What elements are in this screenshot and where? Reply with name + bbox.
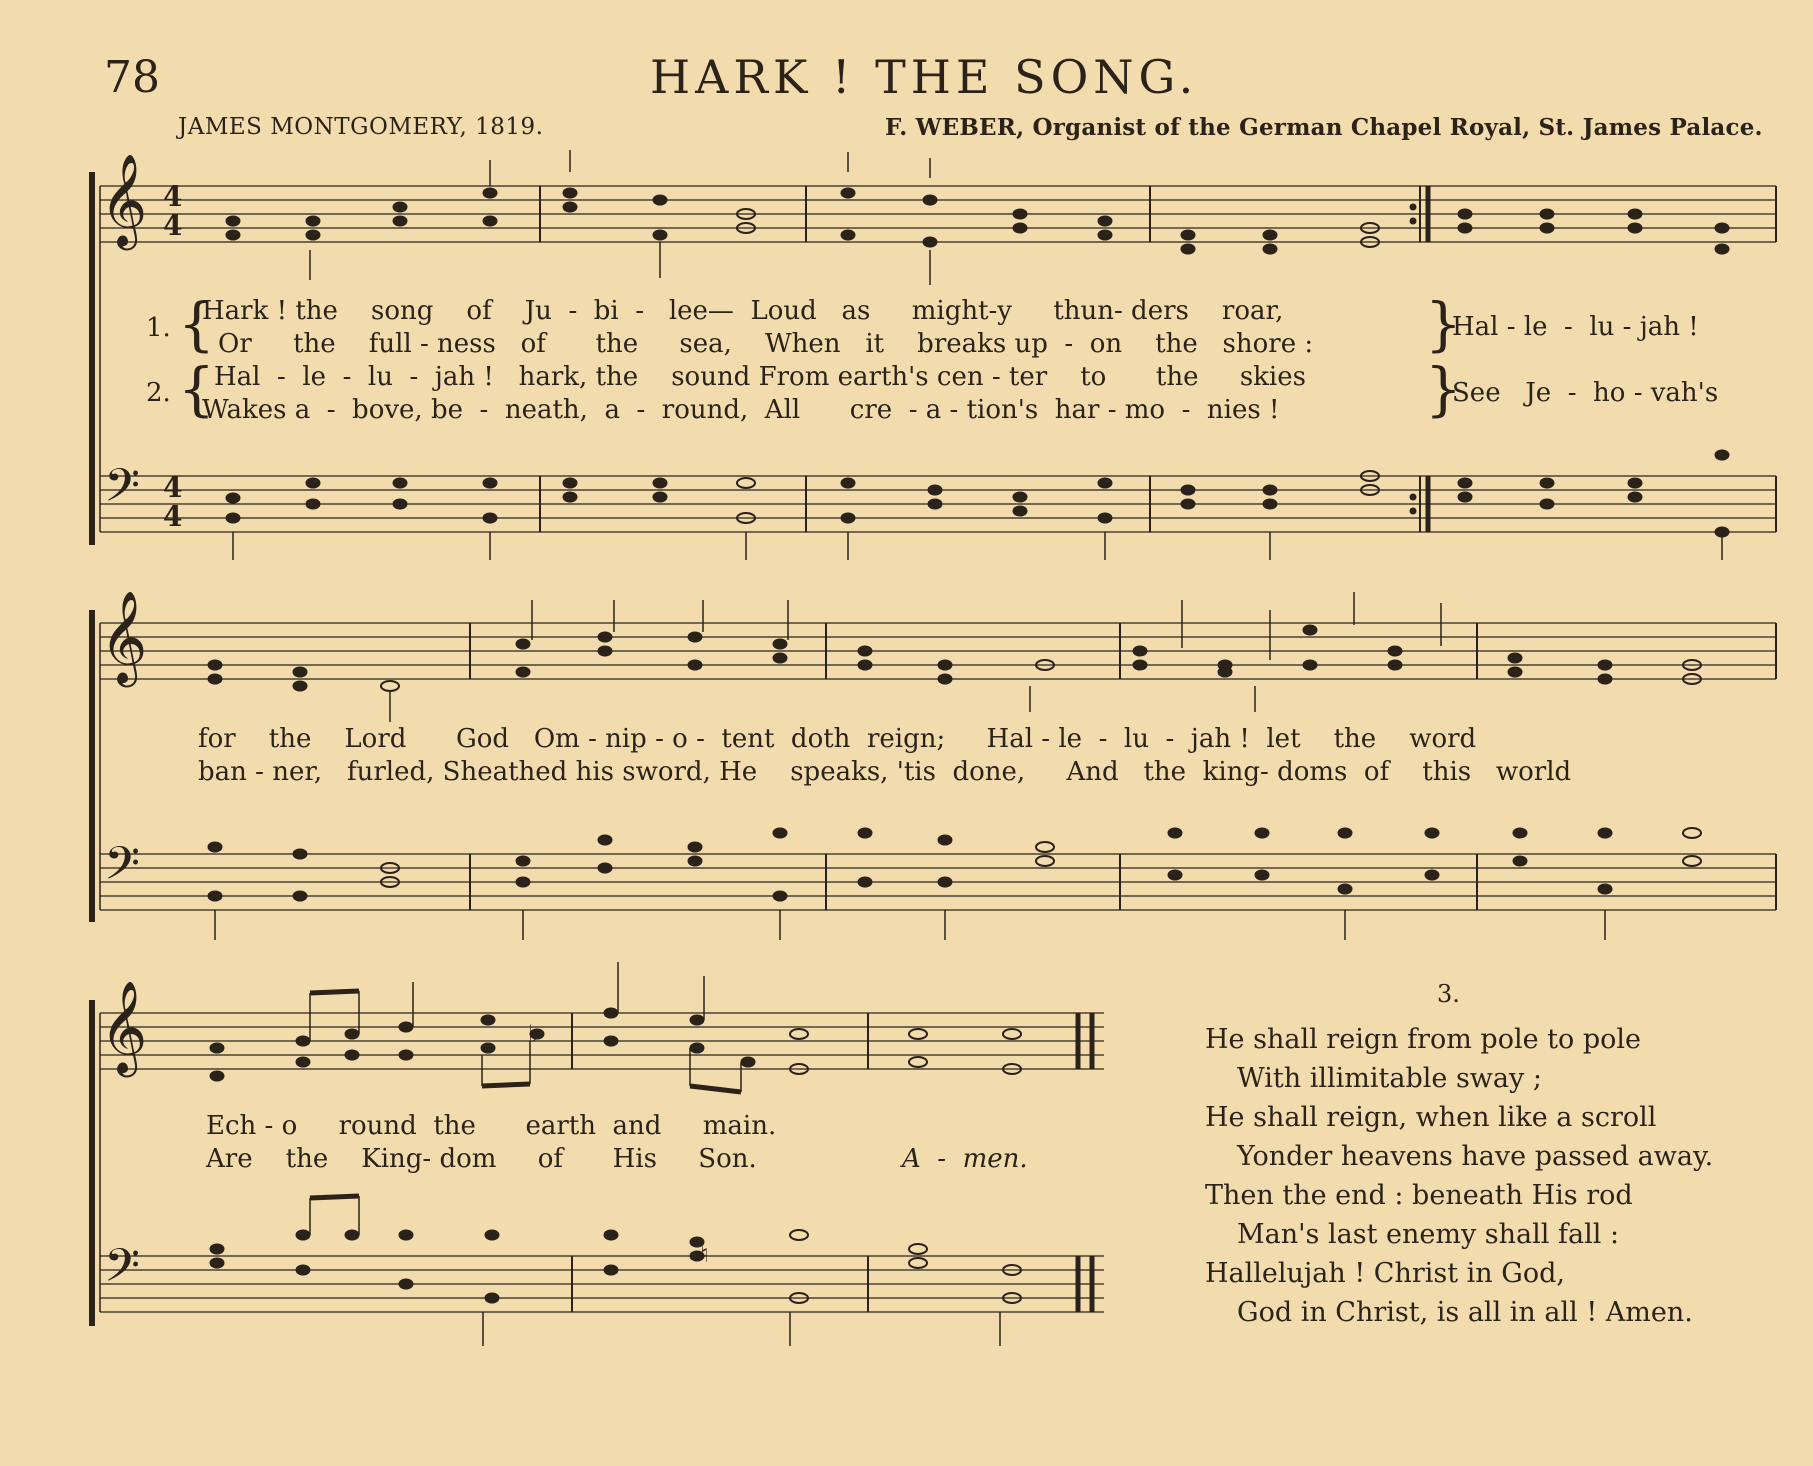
verse-3-number: 3. — [1437, 980, 1460, 1008]
verse-3-line: Yonder heavens have passed away. — [1237, 1141, 1714, 1172]
author-credit: JAMES MONTGOMERY, 1819. — [178, 114, 544, 140]
system-2-lyric-line-2: ban - ner, furled, Sheathed his sword, He speaks, 'tis done, And the king- doms of this world — [198, 757, 1572, 787]
refrain-brace-2: } — [1425, 355, 1462, 423]
verse-3-line: God in Christ, is all in all ! Amen. — [1237, 1297, 1693, 1328]
page-number: 78 — [104, 52, 160, 103]
system-3-bass-clef: 𝄢 — [104, 1239, 141, 1304]
system-3-lyric-line-1: Ech - o round the earth and main. — [206, 1111, 777, 1141]
verse-3-line: Then the end : beneath His rod — [1205, 1180, 1633, 1211]
verse-3-line: He shall reign, when like a scroll — [1205, 1102, 1657, 1133]
amen-lyric: A - men. — [902, 1144, 1028, 1174]
verse-3-line: Man's last enemy shall fall : — [1237, 1219, 1620, 1250]
system-3-bass-staff — [100, 1256, 1104, 1312]
system-2-treble-staff — [100, 623, 1776, 679]
system-1-treble-staff — [100, 186, 1776, 242]
verse-3-line: He shall reign from pole to pole — [1205, 1024, 1641, 1055]
system-1-treble-time-bottom: 4 — [163, 209, 183, 242]
system-1-bass-clef: 𝄢 — [104, 459, 141, 524]
verse-3-line: Hallelujah ! Christ in God, — [1205, 1258, 1565, 1289]
refrain-line-1: Hal - le - lu - jah ! — [1452, 312, 1699, 342]
system-2-treble-clef: 𝄞 — [100, 590, 148, 683]
svg-text:♮: ♮ — [700, 1240, 709, 1268]
system-2-lyric-line-1: for the Lord God Om - nip - o - tent doth reign; Hal - le - lu - jah ! let the word — [198, 724, 1477, 754]
svg-text:♭: ♭ — [528, 1020, 540, 1048]
system-1-barlines — [540, 186, 1776, 532]
refrain-line-2: See Je - ho - vah's — [1452, 378, 1719, 408]
system-1-bass-time-bottom: 4 — [163, 500, 183, 533]
composer-credit: F. WEBER, Organist of the German Chapel Royal, St. James Palace. — [885, 114, 1763, 141]
verse-number-1: 1. — [146, 313, 171, 343]
system-3-lyric-line-2: Are the King- dom of His Son. — [206, 1144, 757, 1174]
system-1-treble-clef: 𝄞 — [100, 153, 148, 246]
system-1-lyric-line-4: Wakes a - bove, be - neath, a - round, All cre - a - tion's har - mo - nies ! — [202, 395, 1280, 425]
verse-3 — [1205, 980, 1765, 1336]
system-1-treble-time-top: 4 — [163, 180, 183, 213]
verse-2-brace: { — [178, 355, 215, 423]
system-1-lyric-line-3: Hal - le - lu - jah ! hark, the sound From earth's cen - ter to the skies — [214, 362, 1306, 392]
system-3-treble-clef: 𝄞 — [100, 980, 148, 1073]
verse-number-2: 2. — [146, 378, 171, 408]
system-1-lyric-line-2: Or the full - ness of the sea, When it breaks up - on the shore : — [218, 329, 1314, 359]
system-2-bass-clef: 𝄢 — [104, 837, 141, 902]
verse-3-line: With illimitable sway ; — [1237, 1063, 1542, 1094]
verse-1-brace: { — [178, 290, 215, 358]
hymn-title: HARK ! THE SONG. — [650, 50, 1199, 104]
final-double-bar — [1078, 1013, 1092, 1312]
system-3-treble-staff — [100, 1013, 1104, 1069]
refrain-brace-1: } — [1425, 290, 1462, 358]
system-1-bass-time-top: 4 — [163, 471, 183, 504]
system-1-lyric-line-1: Hark ! the song of Ju - bi - lee— Loud as might-y thun- ders roar, — [202, 296, 1284, 326]
